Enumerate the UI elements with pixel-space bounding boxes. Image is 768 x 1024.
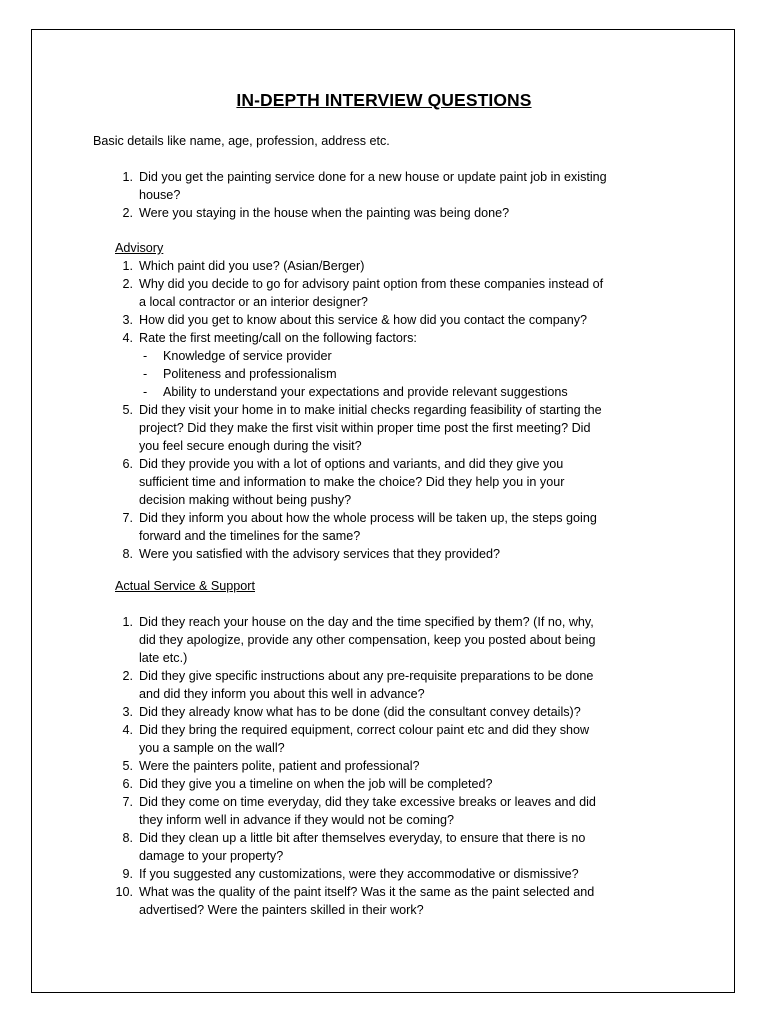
section-heading-service: Actual Service & Support	[115, 579, 256, 593]
question-text-line: Did they clean up a little bit after themselves everyday, to ensure that there is no	[139, 831, 586, 845]
question-number: 8 .	[115, 829, 133, 847]
question-text-line: Were the painters polite, patient and professional?	[139, 759, 420, 773]
question-number: 3 .	[115, 311, 133, 329]
question-text-line: How did you get to know about this service & how did you contact the company?	[139, 313, 588, 327]
question-text-line: Why did you decide to go for advisory paint option from these companies instead of	[139, 277, 604, 291]
question-text-line: forward and the timelines for the same?	[139, 529, 361, 543]
question-text-line: Rate the first meeting/call on the following factors:	[139, 331, 417, 345]
question-text-line: late etc.)	[139, 651, 188, 665]
question-item	[115, 455, 685, 509]
question-item	[115, 545, 685, 563]
question-text-line: Did they provide you with a lot of options and variants, and did they give you	[139, 457, 564, 471]
question-number: 3 .	[115, 703, 133, 721]
question-item	[115, 613, 685, 667]
question-item	[115, 667, 685, 703]
question-item	[115, 401, 685, 455]
question-number: 2 .	[115, 667, 133, 685]
question-text-line: What was the quality of the paint itself? Was it the same as the paint selected and	[139, 885, 595, 899]
service-questions-list	[115, 613, 685, 919]
question-number: 4 .	[115, 329, 133, 347]
question-item	[115, 775, 685, 793]
question-text-line: they inform well in advance if they would not be coming?	[139, 813, 455, 827]
question-number: 7 .	[115, 509, 133, 527]
question-text-line: Which paint did you use? (Asian/Berger)	[139, 259, 365, 273]
question-text-line: Did they reach your house on the day and the time specified by them? (If no, why,	[139, 615, 594, 629]
rating-factors-list	[139, 347, 685, 401]
question-item	[115, 509, 685, 545]
question-text-line: you a sample on the wall?	[139, 741, 285, 755]
question-number: 2 .	[115, 204, 133, 222]
intro-text: Basic details like name, age, profession, address etc.	[93, 134, 390, 148]
question-text-line: house?	[139, 188, 181, 202]
question-text-line: Did they inform you about how the whole process will be taken up, the steps going	[139, 511, 597, 525]
question-text-line: advertised? Were the painters skilled in their work?	[139, 903, 424, 917]
question-number: 1 .	[115, 613, 133, 631]
question-text-line: Did they give you a timeline on when the job will be completed?	[139, 777, 493, 791]
question-item	[115, 865, 685, 883]
question-text-line: damage to your property?	[139, 849, 284, 863]
question-number: 6 .	[115, 775, 133, 793]
question-text-line: If you suggested any customizations, were they accommodative or dismissive?	[139, 867, 579, 881]
advisory-questions-list	[115, 257, 685, 563]
question-text-line: a local contractor or an interior designer?	[139, 295, 368, 309]
question-number: 1 .	[115, 168, 133, 186]
question-text-line: Were you staying in the house when the painting was being done?	[139, 206, 510, 220]
question-number: 5 .	[115, 757, 133, 775]
rating-factor-item: - Knowledge of service provider	[139, 347, 685, 365]
document-title: IN-DEPTH INTERVIEW QUESTIONS	[236, 90, 532, 110]
question-text-line: Were you satisfied with the advisory services that they provided?	[139, 547, 500, 561]
question-text-line: Did they give specific instructions about any pre-requisite preparations to be done	[139, 669, 594, 683]
question-text-line: you feel secure enough during the visit?	[139, 439, 362, 453]
question-number: 7 .	[115, 793, 133, 811]
question-text-line: decision making without being pushy?	[139, 493, 352, 507]
question-item	[115, 703, 685, 721]
question-item	[115, 829, 685, 865]
question-number: 9 .	[115, 865, 133, 883]
question-text-line: Did they visit your home in to make initial checks regarding feasibility of starting the	[139, 403, 602, 417]
question-number: 10 .	[109, 883, 133, 901]
question-item	[115, 204, 685, 222]
section-heading-advisory: Advisory	[115, 241, 164, 255]
rating-factor-item: - Ability to understand your expectations and provide relevant suggestions	[139, 383, 685, 401]
question-text-line: Did you get the painting service done for a new house or update paint job in existing	[139, 170, 607, 184]
question-item	[115, 883, 685, 919]
question-item	[115, 311, 685, 329]
question-number: 1 .	[115, 257, 133, 275]
question-item	[115, 168, 685, 204]
question-text-line: and did they inform you about this well in advance?	[139, 687, 425, 701]
question-number: 2 .	[115, 275, 133, 293]
question-text-line: did they apologize, provide any other compensation, keep you posted about being	[139, 633, 596, 647]
question-text-line: Did they already know what has to be done (did the consultant convey details)?	[139, 705, 581, 719]
question-text-line: Did they bring the required equipment, correct colour paint etc and did they show	[139, 723, 590, 737]
rating-factor-item: - Politeness and professionalism	[139, 365, 685, 383]
question-item	[115, 793, 685, 829]
basic-questions-list	[115, 168, 685, 222]
question-text-line: sufficient time and information to make the choice? Did they help you in your	[139, 475, 565, 489]
question-text-line: project? Did they make the first visit within proper time post the first meeting? Did	[139, 421, 591, 435]
question-item	[115, 757, 685, 775]
question-number: 4 .	[115, 721, 133, 739]
question-item	[115, 257, 685, 275]
question-text-line: Did they come on time everyday, did they take excessive breaks or leaves and did	[139, 795, 596, 809]
question-item	[115, 275, 685, 311]
question-item	[115, 329, 685, 401]
question-number: 8 .	[115, 545, 133, 563]
question-item	[115, 721, 685, 757]
question-number: 6 .	[115, 455, 133, 473]
question-number: 5 .	[115, 401, 133, 419]
